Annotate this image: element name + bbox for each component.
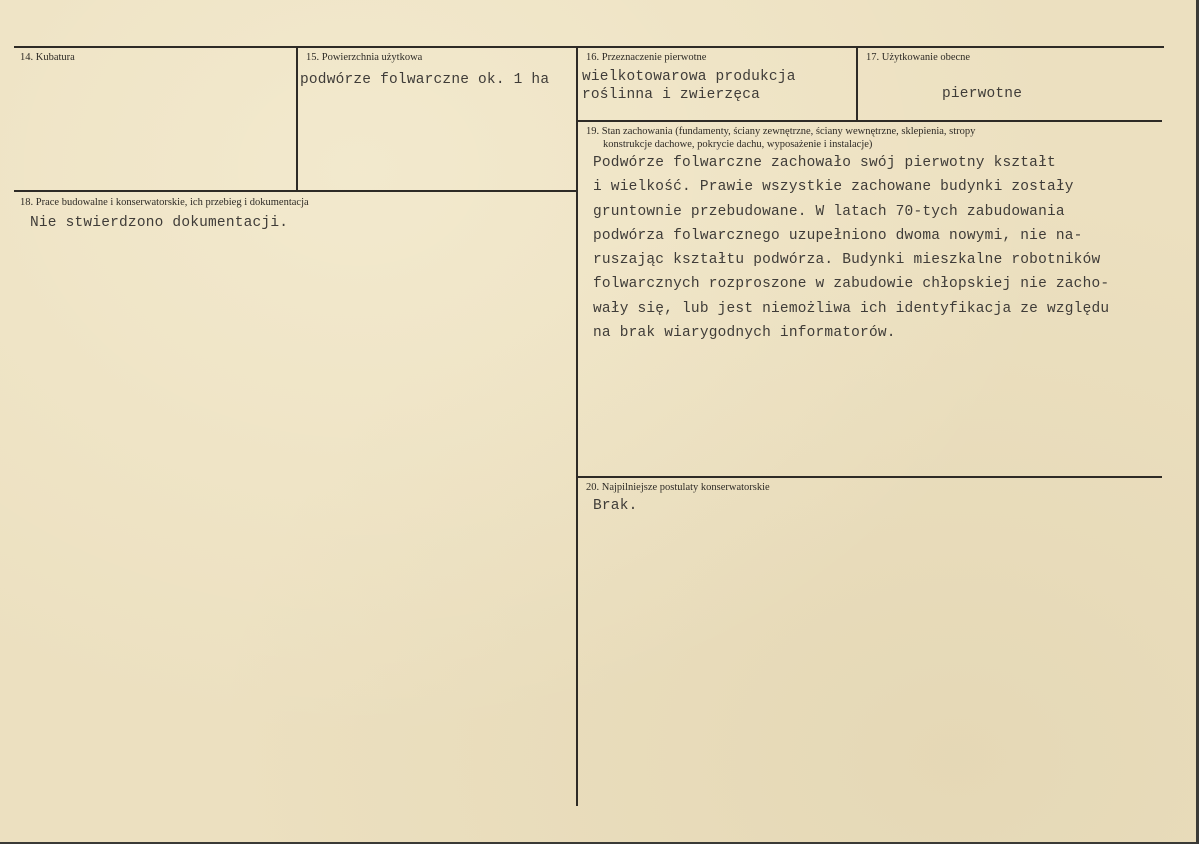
rule-under-16-17 [578, 120, 1162, 122]
field-19-line: wały się, lub jest niemożliwa ich identyfikacja ze względu [593, 300, 1110, 317]
rule-under-14-15 [14, 190, 576, 192]
field-19-line: ruszając kształtu podwórza. Budynki mieszkalne robotników [593, 252, 1101, 269]
field-20-value: Brak. [593, 498, 638, 514]
field-19-line: gruntownie przebudowane. W latach 70-tych zabudowania [593, 203, 1065, 220]
field-19-value [593, 151, 1109, 345]
center-divider [576, 48, 578, 806]
field-19-label: 19. Stan zachowania (fundamenty, ściany zewnętrzne, ściany wewnętrzne, sklepienia, stropy [586, 126, 976, 137]
field-18-value: Nie stwierdzono dokumentacji. [30, 215, 289, 231]
field-20-label: 20. Najpilniejsze postulaty konserwatorskie [586, 482, 770, 493]
field-19-label-cont: konstrukcje dachowe, pokrycie dachu, wyposażenie i instalacje) [603, 139, 873, 150]
field-16-line: roślinna i zwierzęca [582, 87, 761, 103]
field-18-label: 18. Prace budowalne i konserwatorskie, ich przebieg i dokumentacja [20, 197, 309, 208]
field-17-value: pierwotne [942, 86, 1023, 102]
field-19-line: podwórza folwarcznego uzupełniono dwoma nowymi, nie na- [593, 227, 1083, 244]
field-16-line: wielkotowarowa produkcja [582, 69, 796, 85]
field-19-line: folwarcznych rozproszone w zabudowie chłopskiej nie zacho- [593, 276, 1110, 293]
field-15-value: podwórze folwarczne ok. 1 ha [300, 72, 550, 88]
rule-above-20 [578, 476, 1162, 478]
field-19-line: i wielkość. Prawie wszystkie zachowane budynki zostały [593, 179, 1074, 196]
divider-16-17 [856, 48, 858, 120]
top-rule [14, 46, 1164, 48]
field-17-label: 17. Użytkowanie obecne [866, 52, 971, 63]
field-19-line: na brak wiarygodnych informatorów. [593, 325, 896, 342]
divider-14-15 [296, 48, 298, 190]
field-16-label: 16. Przeznaczenie pierwotne [586, 52, 707, 63]
field-14-label: 14. Kubatura [20, 52, 75, 63]
field-16-value [582, 68, 796, 104]
field-15-label: 15. Powierzchnia użytkowa [306, 52, 423, 63]
field-19-line: Podwórze folwarczne zachowało swój pierwotny kształt [593, 155, 1056, 171]
